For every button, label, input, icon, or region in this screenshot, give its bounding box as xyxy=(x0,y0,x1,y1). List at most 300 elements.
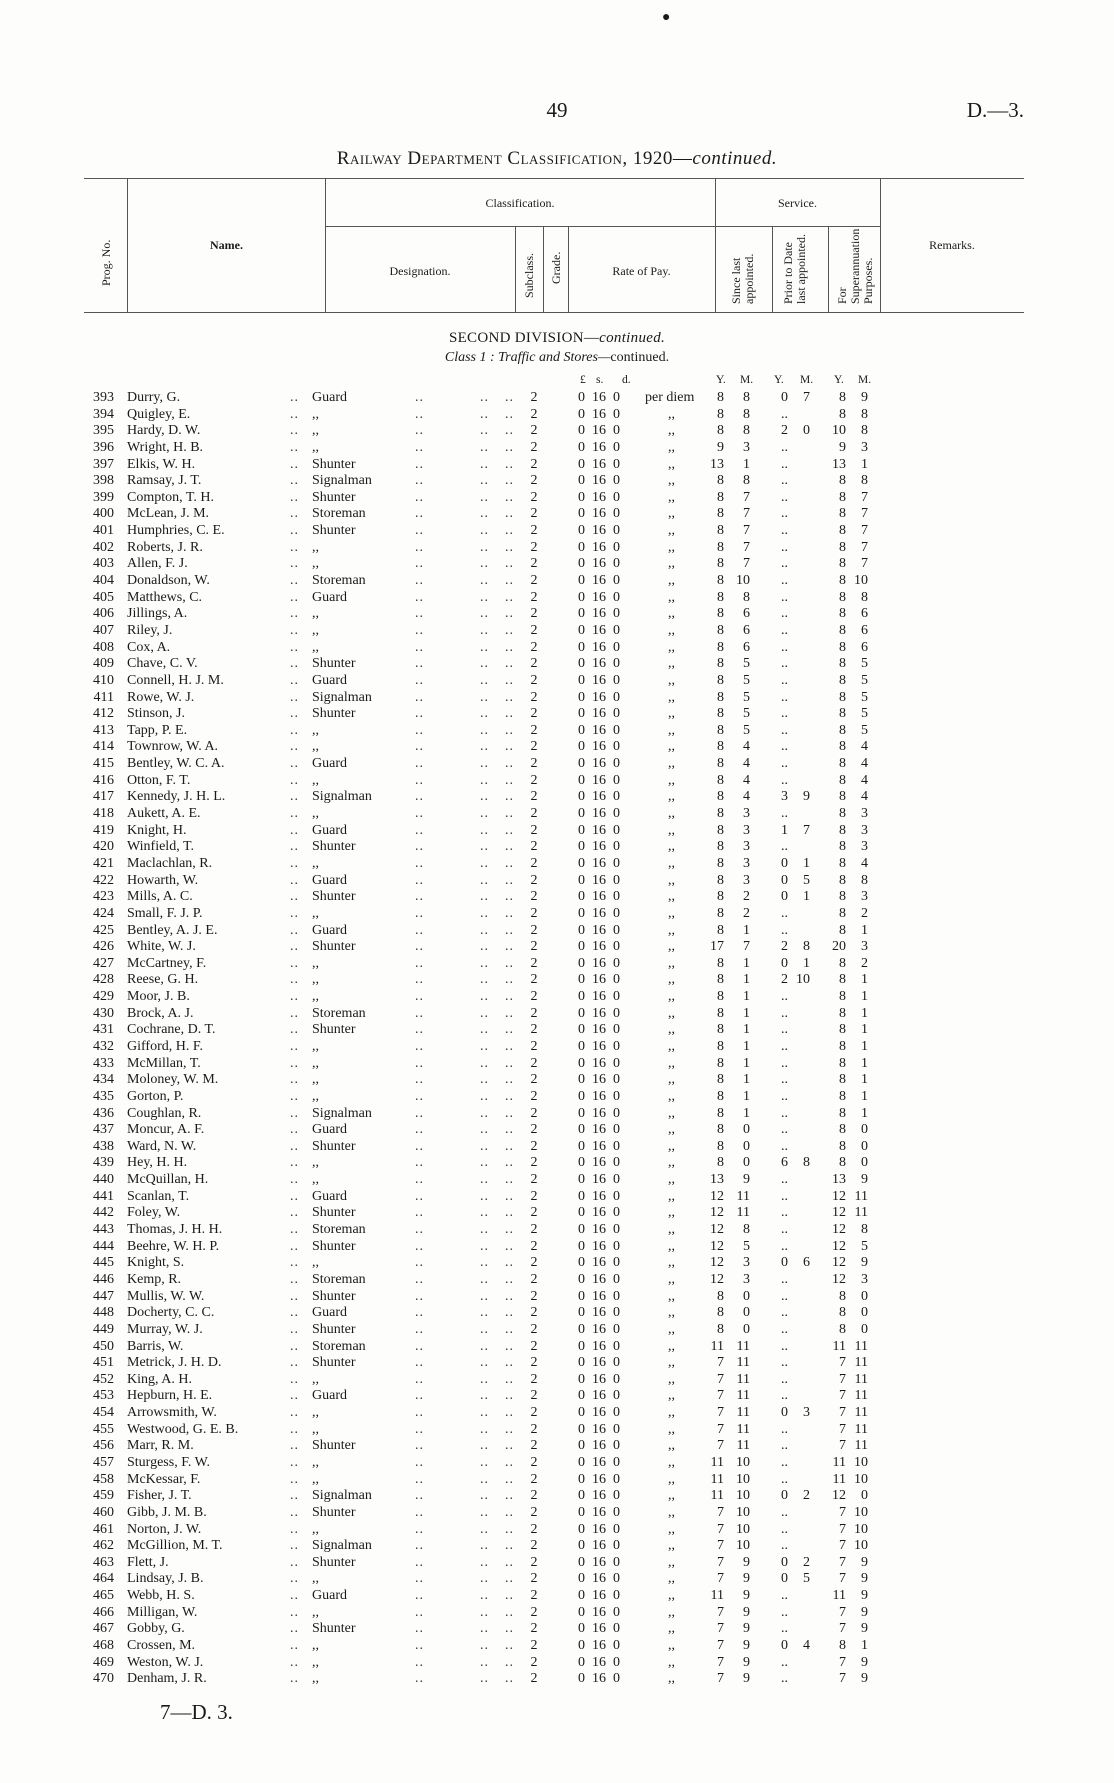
subclass: 2 xyxy=(530,1222,538,1238)
prog-number: 417 xyxy=(93,789,114,805)
leader-dots: .. xyxy=(480,1538,489,1554)
leader-dots: .. xyxy=(290,456,299,472)
since-months: 11 xyxy=(736,1421,750,1437)
leader-dots: .. xyxy=(415,1371,424,1387)
prior-years: .. xyxy=(781,689,788,705)
designation: Guard xyxy=(312,1588,347,1604)
super-months: 11 xyxy=(854,1421,868,1437)
leader-dots: .. xyxy=(290,1438,299,1454)
since-months: 10 xyxy=(736,1521,750,1537)
designation: Signalman xyxy=(312,473,372,489)
employee-name: Compton, T. H. xyxy=(127,489,214,505)
table-row xyxy=(0,1255,1114,1272)
prior-years: .. xyxy=(781,1671,788,1687)
leader-dots: .. xyxy=(480,589,489,605)
rate-of-pay: 0 16 0 xyxy=(578,1538,620,1554)
super-years: 8 xyxy=(839,689,846,705)
super-years: 8 xyxy=(839,756,846,772)
super-years: 12 xyxy=(832,1205,846,1221)
rate-of-pay: 0 16 0 xyxy=(578,639,620,655)
designation: Signalman xyxy=(312,1488,372,1504)
since-months: 11 xyxy=(736,1338,750,1354)
designation: Signalman xyxy=(312,1105,372,1121)
since-months: 11 xyxy=(736,1405,750,1421)
prog-number: 396 xyxy=(93,439,114,455)
designation: ,, xyxy=(312,639,319,655)
leader-dots: .. xyxy=(415,806,424,822)
subclass: 2 xyxy=(530,1405,538,1421)
since-years: 8 xyxy=(717,722,724,738)
table-row xyxy=(0,1322,1114,1339)
prior-years: .. xyxy=(781,506,788,522)
table-row xyxy=(0,1155,1114,1172)
rate-of-pay: 0 16 0 xyxy=(578,955,620,971)
leader-dots: .. xyxy=(415,739,424,755)
leader-dots: .. xyxy=(480,1155,489,1171)
subclass: 2 xyxy=(530,806,538,822)
leader-dots: .. xyxy=(480,889,489,905)
super-months: 0 xyxy=(861,1138,868,1154)
super-years: 8 xyxy=(839,806,846,822)
super-months: 5 xyxy=(861,722,868,738)
subclass: 2 xyxy=(530,390,538,405)
ditto-mark: ,, xyxy=(668,1188,675,1204)
since-years: 8 xyxy=(717,656,724,672)
subclass: 2 xyxy=(530,573,538,589)
designation: Signalman xyxy=(312,789,372,805)
employee-name: Murray, W. J. xyxy=(127,1321,203,1337)
header-prog-no: Prog. No. xyxy=(99,239,113,286)
super-years: 8 xyxy=(839,1005,846,1021)
super-years: 8 xyxy=(839,390,846,405)
leader-dots: .. xyxy=(505,1604,514,1620)
prior-years: .. xyxy=(781,556,788,572)
subclass: 2 xyxy=(530,1571,538,1587)
super-years: 11 xyxy=(832,1588,846,1604)
leader-dots: .. xyxy=(415,1238,424,1254)
table-row xyxy=(0,440,1114,457)
since-months: 6 xyxy=(743,622,750,638)
super-months: 1 xyxy=(861,922,868,938)
employee-name: Quigley, E. xyxy=(127,406,191,422)
leader-dots: .. xyxy=(415,523,424,539)
leader-dots: .. xyxy=(290,1371,299,1387)
since-months: 3 xyxy=(743,1271,750,1287)
leader-dots: .. xyxy=(505,1371,514,1387)
leader-dots: .. xyxy=(415,722,424,738)
leader-dots: .. xyxy=(415,1405,424,1421)
super-months: 11 xyxy=(854,1405,868,1421)
since-months: 8 xyxy=(743,589,750,605)
rate-of-pay: 0 16 0 xyxy=(578,1388,620,1404)
rate-of-pay: 0 16 0 xyxy=(578,1255,620,1271)
leader-dots: .. xyxy=(505,1055,514,1071)
since-years: 8 xyxy=(717,706,724,722)
designation: Storeman xyxy=(312,1005,366,1021)
table-row xyxy=(0,1122,1114,1139)
leader-dots: .. xyxy=(505,1388,514,1404)
rate-of-pay: 0 16 0 xyxy=(578,1604,620,1620)
rate-of-pay: 0 16 0 xyxy=(578,1022,620,1038)
prior-years: .. xyxy=(781,989,788,1005)
page-title xyxy=(0,148,1114,170)
designation: Shunter xyxy=(312,1321,356,1337)
prog-number: 408 xyxy=(93,639,114,655)
employee-name: Westwood, G. E. B. xyxy=(127,1421,239,1437)
leader-dots: .. xyxy=(505,506,514,522)
employee-name: Bentley, W. C. A. xyxy=(127,756,225,772)
prog-number: 453 xyxy=(93,1388,114,1404)
leader-dots: .. xyxy=(415,1538,424,1554)
ditto-mark: ,, xyxy=(668,822,675,838)
subclass: 2 xyxy=(530,989,538,1005)
leader-dots: .. xyxy=(480,1355,489,1371)
leader-dots: .. xyxy=(480,1122,489,1138)
prior-months: 8 xyxy=(803,939,810,955)
designation: Storeman xyxy=(312,506,366,522)
leader-dots: .. xyxy=(290,855,299,871)
employee-name: Beehre, W. H. P. xyxy=(127,1238,220,1254)
super-years: 8 xyxy=(839,722,846,738)
leader-dots: .. xyxy=(415,622,424,638)
employee-name: Moloney, W. M. xyxy=(127,1072,219,1088)
employee-name: King, A. H. xyxy=(127,1371,192,1387)
super-months: 1 xyxy=(861,989,868,1005)
since-months: 3 xyxy=(743,822,750,838)
since-months: 9 xyxy=(743,1654,750,1670)
rate-of-pay: 0 16 0 xyxy=(578,922,620,938)
rate-of-pay: 0 16 0 xyxy=(578,1554,620,1570)
super-months: 8 xyxy=(861,406,868,422)
leader-dots: .. xyxy=(415,1654,424,1670)
leader-dots: .. xyxy=(480,1105,489,1121)
rate-of-pay: 0 16 0 xyxy=(578,689,620,705)
prog-number: 415 xyxy=(93,756,114,772)
prior-years: 0 xyxy=(781,872,788,888)
leader-dots: .. xyxy=(290,1471,299,1487)
rate-of-pay: 0 16 0 xyxy=(578,855,620,871)
table-row xyxy=(0,756,1114,773)
super-months: 3 xyxy=(861,889,868,905)
employee-name: Stinson, J. xyxy=(127,706,185,722)
employee-name: Coughlan, R. xyxy=(127,1105,202,1121)
prog-number: 399 xyxy=(93,489,114,505)
since-months: 5 xyxy=(743,1238,750,1254)
leader-dots: .. xyxy=(505,539,514,555)
ditto-mark: ,, xyxy=(668,573,675,589)
leader-dots: .. xyxy=(415,889,424,905)
leader-dots: .. xyxy=(415,1604,424,1620)
since-years: 7 xyxy=(717,1654,724,1670)
leader-dots: .. xyxy=(505,972,514,988)
ditto-mark: ,, xyxy=(668,789,675,805)
rate-of-pay: 0 16 0 xyxy=(578,656,620,672)
since-months: 3 xyxy=(743,872,750,888)
since-months: 1 xyxy=(743,922,750,938)
prior-years: .. xyxy=(781,1088,788,1104)
since-months: 1 xyxy=(743,989,750,1005)
subclass: 2 xyxy=(530,939,538,955)
leader-dots: .. xyxy=(290,539,299,555)
leader-dots: .. xyxy=(480,1471,489,1487)
employee-name: Gifford, H. F. xyxy=(127,1038,204,1054)
employee-name: Donaldson, W. xyxy=(127,573,210,589)
leader-dots: .. xyxy=(415,1138,424,1154)
since-years: 8 xyxy=(717,1105,724,1121)
rate-of-pay: 0 16 0 xyxy=(578,1205,620,1221)
prior-years: .. xyxy=(781,606,788,622)
ditto-mark: ,, xyxy=(668,806,675,822)
leader-dots: .. xyxy=(290,739,299,755)
super-years: 8 xyxy=(839,872,846,888)
designation: Shunter xyxy=(312,489,356,505)
super-months: 8 xyxy=(861,473,868,489)
ditto-mark: ,, xyxy=(668,1455,675,1470)
leader-dots: .. xyxy=(505,573,514,589)
subclass: 2 xyxy=(530,1338,538,1354)
ditto-mark: ,, xyxy=(668,772,675,788)
since-years: 8 xyxy=(717,672,724,688)
employee-name: Kemp, R. xyxy=(127,1271,182,1287)
super-years: 12 xyxy=(832,1188,846,1204)
rate-of-pay: 0 16 0 xyxy=(578,1222,620,1238)
employee-name: Tapp, P. E. xyxy=(127,722,188,738)
since-months: 7 xyxy=(743,539,750,555)
designation: ,, xyxy=(312,955,319,971)
since-months: 11 xyxy=(736,1188,750,1204)
leader-dots: .. xyxy=(415,989,424,1005)
super-years: 8 xyxy=(839,706,846,722)
designation: ,, xyxy=(312,1155,319,1171)
table-row xyxy=(0,1372,1114,1389)
since-years: 8 xyxy=(717,872,724,888)
title-continued: continued. xyxy=(692,148,778,169)
leader-dots: .. xyxy=(505,1571,514,1587)
prior-years: 0 xyxy=(781,1405,788,1421)
super-years: 12 xyxy=(832,1271,846,1287)
leader-dots: .. xyxy=(415,1288,424,1304)
designation: ,, xyxy=(312,1371,319,1387)
leader-dots: .. xyxy=(290,573,299,589)
prior-years: 0 xyxy=(781,1571,788,1587)
since-months: 11 xyxy=(736,1438,750,1454)
since-years: 8 xyxy=(717,639,724,655)
subclass: 2 xyxy=(530,672,538,688)
leader-dots: .. xyxy=(480,1421,489,1437)
prog-number: 409 xyxy=(93,656,114,672)
since-months: 5 xyxy=(743,656,750,672)
designation: Shunter xyxy=(312,1438,356,1454)
since-months: 9 xyxy=(743,1554,750,1570)
header-top-rule xyxy=(84,178,1024,179)
prior-months: 7 xyxy=(803,822,810,838)
rate-of-pay: 0 16 0 xyxy=(578,1338,620,1354)
leader-dots: .. xyxy=(415,423,424,439)
rate-of-pay: 0 16 0 xyxy=(578,423,620,439)
ditto-mark: ,, xyxy=(668,506,675,522)
leader-dots: .. xyxy=(290,1155,299,1171)
leader-dots: .. xyxy=(480,1654,489,1670)
super-years: 8 xyxy=(839,1038,846,1054)
employee-name: Knight, H. xyxy=(127,822,187,838)
leader-dots: .. xyxy=(505,1504,514,1520)
prog-number: 405 xyxy=(93,589,114,605)
leader-dots: .. xyxy=(290,589,299,605)
since-years: 8 xyxy=(717,989,724,1005)
prog-number: 434 xyxy=(93,1072,114,1088)
employee-name: Rowe, W. J. xyxy=(127,689,195,705)
subclass: 2 xyxy=(530,639,538,655)
leader-dots: .. xyxy=(505,905,514,921)
prior-years: 6 xyxy=(781,1155,788,1171)
prior-years: 0 xyxy=(781,390,788,405)
designation: Shunter xyxy=(312,1504,356,1520)
leader-dots: .. xyxy=(290,772,299,788)
leader-dots: .. xyxy=(480,1521,489,1537)
ditto-mark: ,, xyxy=(668,939,675,955)
prior-months: 7 xyxy=(803,390,810,405)
employee-name: Townrow, W. A. xyxy=(127,739,219,755)
leader-dots: .. xyxy=(480,706,489,722)
leader-dots: .. xyxy=(480,672,489,688)
super-years: 20 xyxy=(832,939,846,955)
since-years: 7 xyxy=(717,1571,724,1587)
leader-dots: .. xyxy=(290,1072,299,1088)
leader-dots: .. xyxy=(290,706,299,722)
designation: ,, xyxy=(312,739,319,755)
ditto-mark: ,, xyxy=(668,1022,675,1038)
designation: ,, xyxy=(312,622,319,638)
designation: Shunter xyxy=(312,656,356,672)
ditto-mark: ,, xyxy=(668,439,675,455)
super-years: 8 xyxy=(839,1305,846,1321)
ditto-mark: ,, xyxy=(668,1005,675,1021)
leader-dots: .. xyxy=(290,556,299,572)
since-months: 5 xyxy=(743,672,750,688)
subclass: 2 xyxy=(530,1005,538,1021)
subclass: 2 xyxy=(530,1455,538,1470)
designation: ,, xyxy=(312,1671,319,1687)
since-years: 12 xyxy=(710,1271,724,1287)
unit-months-super: M. xyxy=(858,374,872,386)
since-years: 12 xyxy=(710,1255,724,1271)
leader-dots: .. xyxy=(505,556,514,572)
employee-name: Humphries, C. E. xyxy=(127,523,225,539)
leader-dots: .. xyxy=(505,1105,514,1121)
prog-number: 446 xyxy=(93,1271,114,1287)
ditto-mark: ,, xyxy=(668,423,675,439)
rate-of-pay: 0 16 0 xyxy=(578,756,620,772)
employee-name: Kennedy, J. H. L. xyxy=(127,789,226,805)
prog-number: 410 xyxy=(93,672,114,688)
super-months: 3 xyxy=(861,439,868,455)
table-row xyxy=(0,673,1114,690)
leader-dots: .. xyxy=(505,456,514,472)
prog-number: 452 xyxy=(93,1371,114,1387)
prior-years: .. xyxy=(781,722,788,738)
leader-dots: .. xyxy=(505,789,514,805)
since-months: 2 xyxy=(743,905,750,921)
prior-months: 2 xyxy=(803,1554,810,1570)
unit-years-since: Y. xyxy=(716,374,726,386)
classification-table xyxy=(0,390,1114,1688)
employee-name: Moor, J. B. xyxy=(127,989,190,1005)
since-months: 10 xyxy=(736,1455,750,1470)
since-years: 8 xyxy=(717,406,724,422)
super-years: 8 xyxy=(839,1138,846,1154)
super-years: 7 xyxy=(839,1571,846,1587)
super-months: 7 xyxy=(861,523,868,539)
since-months: 11 xyxy=(736,1371,750,1387)
super-years: 8 xyxy=(839,473,846,489)
since-months: 0 xyxy=(743,1138,750,1154)
leader-dots: .. xyxy=(415,855,424,871)
ditto-mark: ,, xyxy=(668,739,675,755)
prior-months: 5 xyxy=(803,872,810,888)
subclass: 2 xyxy=(530,722,538,738)
col-divider xyxy=(828,226,829,312)
ditto-mark: ,, xyxy=(668,1471,675,1487)
rate-of-pay: 0 16 0 xyxy=(578,1172,620,1188)
header-since-last: Since last appointed. xyxy=(729,253,756,304)
leader-dots: .. xyxy=(415,1155,424,1171)
leader-dots: .. xyxy=(505,473,514,489)
leader-dots: .. xyxy=(415,1471,424,1487)
leader-dots: .. xyxy=(480,1405,489,1421)
since-years: 7 xyxy=(717,1504,724,1520)
leader-dots: .. xyxy=(290,1222,299,1238)
leader-dots: .. xyxy=(290,1604,299,1620)
designation: ,, xyxy=(312,806,319,822)
prior-years: .. xyxy=(781,706,788,722)
subclass: 2 xyxy=(530,606,538,622)
prior-months: 1 xyxy=(803,855,810,871)
since-years: 12 xyxy=(710,1222,724,1238)
since-years: 8 xyxy=(717,473,724,489)
prior-years: .. xyxy=(781,1288,788,1304)
leader-dots: .. xyxy=(415,606,424,622)
super-months: 10 xyxy=(854,1455,868,1470)
employee-name: Barris, W. xyxy=(127,1338,184,1354)
rate-of-pay: 0 16 0 xyxy=(578,722,620,738)
prior-months: 6 xyxy=(803,1255,810,1271)
ditto-mark: ,, xyxy=(668,1421,675,1437)
leader-dots: .. xyxy=(415,456,424,472)
designation: ,, xyxy=(312,1654,319,1670)
since-months: 1 xyxy=(743,955,750,971)
since-years: 11 xyxy=(710,1488,724,1504)
employee-name: Durry, G. xyxy=(127,390,181,405)
leader-dots: .. xyxy=(480,822,489,838)
super-years: 8 xyxy=(839,1321,846,1337)
leader-dots: .. xyxy=(290,1355,299,1371)
employee-name: Crossen, M. xyxy=(127,1638,196,1654)
leader-dots: .. xyxy=(290,1405,299,1421)
leader-dots: .. xyxy=(415,1571,424,1587)
since-months: 1 xyxy=(743,1105,750,1121)
designation: ,, xyxy=(312,1604,319,1620)
prog-number: 448 xyxy=(93,1305,114,1321)
since-years: 8 xyxy=(717,1288,724,1304)
since-months: 4 xyxy=(743,789,750,805)
employee-name: Matthews, C. xyxy=(127,589,203,605)
prior-years: .. xyxy=(781,523,788,539)
rate-of-pay: 0 16 0 xyxy=(578,1055,620,1071)
leader-dots: .. xyxy=(290,523,299,539)
subclass: 2 xyxy=(530,1105,538,1121)
leader-dots: .. xyxy=(415,939,424,955)
ditto-mark: ,, xyxy=(668,1055,675,1071)
